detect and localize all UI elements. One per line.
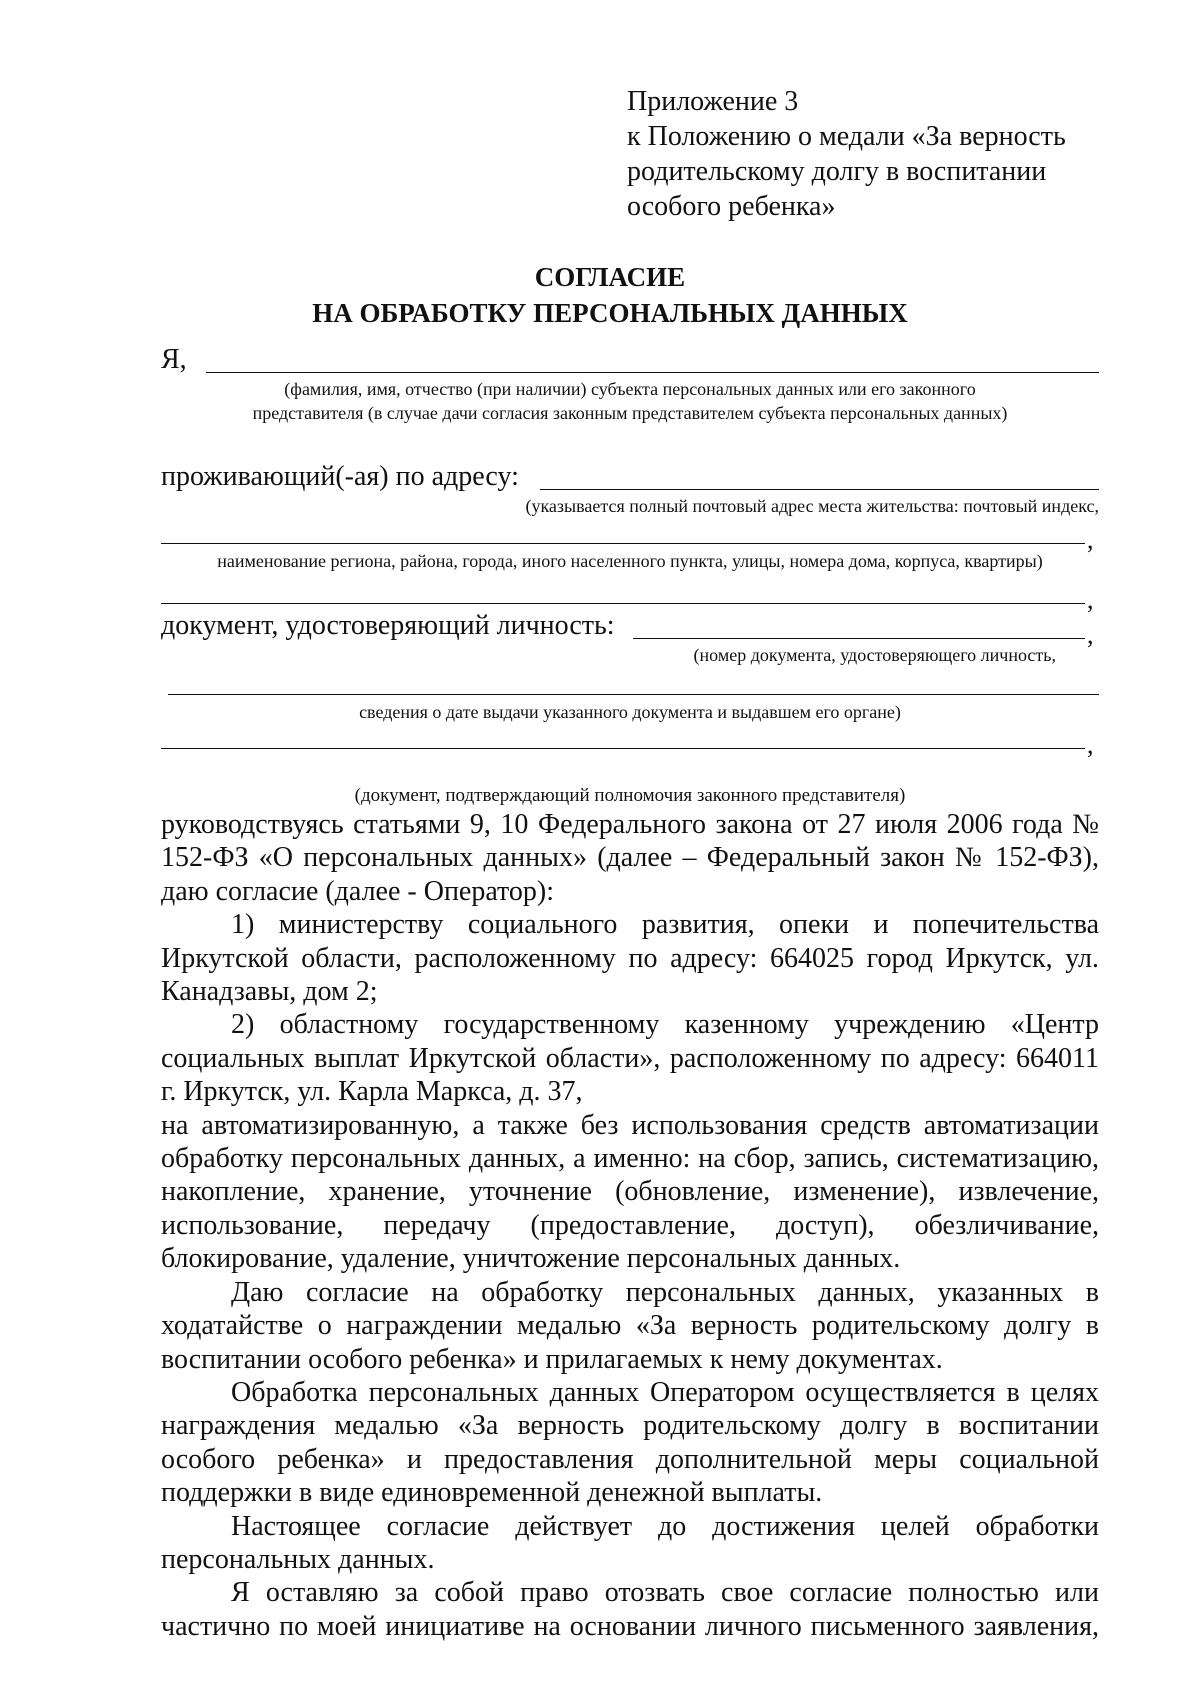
address-field-line[interactable] xyxy=(540,489,1099,490)
i-label: Я, xyxy=(161,344,187,375)
title-line-1: СОГЛАСИЕ xyxy=(534,262,686,292)
paragraph-operator-1: 1) министерству социального развития, опеки и попечительства Иркутской области, расположенному по адресу: 664025 город Иркутск, ул. Канадзавы, дом 2; xyxy=(161,909,1099,1008)
name-caption-2: представителя (в случае дачи согласия законным представителем субъекта персональных данных) xyxy=(252,403,1008,423)
address-field-line-3[interactable] xyxy=(161,603,1085,604)
document-label: документ, удостоверяющий личность: xyxy=(161,610,615,641)
appendix-header xyxy=(627,84,1107,224)
address-label: проживающий(-ая) по адресу: xyxy=(161,461,519,492)
paragraph-processing-purpose: Обработка персональных данных Оператором осуществляется в целях награждения медалью «За верность родительскому долгу в воспитании особого ребенка» и предоставления дополнительной меры социальной поддержки в виде единовременной денежной выплаты. xyxy=(161,1376,1099,1509)
document-title xyxy=(160,259,1060,331)
paragraph-consent-documents: Даю согласие на обработку персональных данных, указанных в ходатайстве о награждении медалью «За верность родительскому долгу в воспитании особого ребенка» и прилагаемых к нему документах. xyxy=(161,1276,1099,1375)
document-caption-2: сведения о дате выдачи указанного документа и выдавшем его органе) xyxy=(359,702,901,722)
representative-caption: (документ, подтверждающий полномочия законного представителя) xyxy=(354,785,906,806)
address-comma-1: , xyxy=(1087,525,1094,554)
document-comma: , xyxy=(1087,620,1094,649)
paragraph-revocation: Я оставляю за собой право отозвать свое согласие полностью или частично по моей инициативе на основании личного письменного заявления, xyxy=(161,1577,1099,1642)
representative-field-line[interactable] xyxy=(161,748,1085,749)
paragraph-operator-2: 2) областному государственному казенному учреждению «Центр социальных выплат Иркутской области», расположенному по адресу: 664011 г. Иркутск, ул. Карла Маркса, д. 37, xyxy=(161,1009,1099,1108)
address-caption-1: (указывается полный почтовый адрес места жительства: почтовый индекс, xyxy=(525,496,1099,516)
address-comma-2: , xyxy=(1087,585,1094,614)
title-line-2: НА ОБРАБОТКУ ПЕРСОНАЛЬНЫХ ДАННЫХ xyxy=(312,298,908,328)
representative-comma: , xyxy=(1087,730,1094,759)
paragraph-legal-basis: руководствуясь статьями 9, 10 Федерального закона от 27 июля 2006 года № 152-ФЗ «О персональных данных» (далее – Федеральный закон № 152-ФЗ), даю согласие (далее - Оператор): xyxy=(161,809,1099,907)
document-caption-1: (номер документа, удостоверяющего личность, xyxy=(693,645,1056,665)
body-text xyxy=(161,808,1099,1643)
appendix-line-2: к Положению о медали «За верность xyxy=(627,121,1066,152)
paragraph-processing-scope: на автоматизированную, а также без использования средств автоматизации обработку персональных данных, а именно: на сбор, запись, систематизацию, накопление, хранение, уточнение (обновление, изменение), извлечение, использование, передачу (предоставление, доступ), обезличивание, блокирование, удаление, уничтожение персональных данных. xyxy=(161,1109,1099,1275)
appendix-line-4: особого ребенка» xyxy=(627,191,836,222)
address-caption-2: наименование региона, района, города, иного населенного пункта, улицы, номера дома, корпуса, квартиры) xyxy=(217,551,1043,571)
paragraph-validity: Настоящее согласие действует до достижения целей обработки персональных данных. xyxy=(161,1510,1099,1575)
address-field-line-2[interactable] xyxy=(161,543,1085,544)
name-caption-1: (фамилия, имя, отчество (при наличии) субъекта персональных данных или его законного xyxy=(284,379,976,399)
document-field-line[interactable] xyxy=(633,638,1085,639)
name-field-line[interactable] xyxy=(206,372,1099,373)
document-field-line-2[interactable] xyxy=(168,694,1099,695)
appendix-line-1: Приложение 3 xyxy=(627,86,799,117)
appendix-line-3: родительскому долгу в воспитании xyxy=(627,156,1047,187)
